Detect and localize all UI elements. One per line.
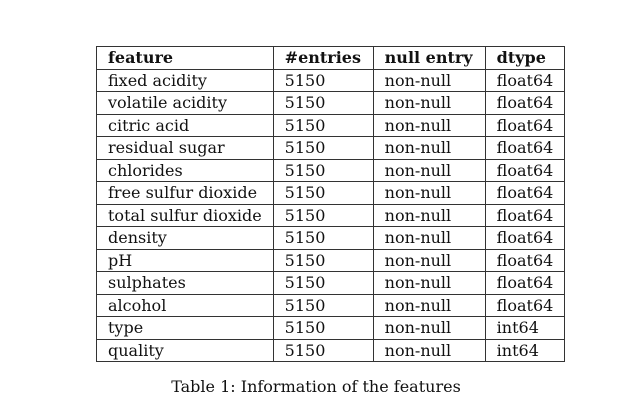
table-row xyxy=(97,227,565,250)
cell-dtype: int64 xyxy=(485,339,565,362)
header-feature: feature xyxy=(97,47,274,70)
cell-entries: 5150 xyxy=(273,159,373,182)
cell-null-entry: non-null xyxy=(373,114,485,137)
header-null-entry: null entry xyxy=(373,47,485,70)
table-row xyxy=(97,92,565,115)
cell-feature: volatile acidity xyxy=(97,92,274,115)
cell-entries: 5150 xyxy=(273,114,373,137)
table-caption: Table 1: Information of the features xyxy=(171,377,461,396)
cell-null-entry: non-null xyxy=(373,182,485,205)
cell-dtype: float64 xyxy=(485,249,565,272)
table-body xyxy=(97,69,565,362)
cell-feature: alcohol xyxy=(97,294,274,317)
cell-null-entry: non-null xyxy=(373,249,485,272)
table-row xyxy=(97,69,565,92)
table-row xyxy=(97,159,565,182)
cell-dtype: float64 xyxy=(485,92,565,115)
cell-null-entry: non-null xyxy=(373,317,485,340)
cell-feature: fixed acidity xyxy=(97,69,274,92)
header-entries: #entries xyxy=(273,47,373,70)
cell-dtype: float64 xyxy=(485,159,565,182)
features-table-container xyxy=(96,46,565,362)
cell-entries: 5150 xyxy=(273,317,373,340)
table-row xyxy=(97,204,565,227)
cell-entries: 5150 xyxy=(273,249,373,272)
cell-entries: 5150 xyxy=(273,339,373,362)
cell-feature: free sulfur dioxide xyxy=(97,182,274,205)
header-dtype: dtype xyxy=(485,47,565,70)
cell-null-entry: non-null xyxy=(373,159,485,182)
cell-null-entry: non-null xyxy=(373,294,485,317)
cell-entries: 5150 xyxy=(273,204,373,227)
cell-dtype: int64 xyxy=(485,317,565,340)
cell-entries: 5150 xyxy=(273,69,373,92)
cell-dtype: float64 xyxy=(485,137,565,160)
cell-entries: 5150 xyxy=(273,182,373,205)
cell-dtype: float64 xyxy=(485,204,565,227)
cell-dtype: float64 xyxy=(485,272,565,295)
cell-null-entry: non-null xyxy=(373,69,485,92)
cell-null-entry: non-null xyxy=(373,272,485,295)
cell-dtype: float64 xyxy=(485,182,565,205)
table-row xyxy=(97,137,565,160)
table-row xyxy=(97,249,565,272)
cell-entries: 5150 xyxy=(273,272,373,295)
table-row xyxy=(97,114,565,137)
cell-dtype: float64 xyxy=(485,227,565,250)
cell-null-entry: non-null xyxy=(373,137,485,160)
table-header-row xyxy=(97,47,565,70)
cell-entries: 5150 xyxy=(273,92,373,115)
cell-feature: total sulfur dioxide xyxy=(97,204,274,227)
cell-entries: 5150 xyxy=(273,227,373,250)
features-table xyxy=(96,46,565,362)
cell-dtype: float64 xyxy=(485,69,565,92)
cell-feature: density xyxy=(97,227,274,250)
cell-feature: pH xyxy=(97,249,274,272)
cell-feature: quality xyxy=(97,339,274,362)
cell-entries: 5150 xyxy=(273,294,373,317)
cell-feature: chlorides xyxy=(97,159,274,182)
cell-entries: 5150 xyxy=(273,137,373,160)
cell-feature: citric acid xyxy=(97,114,274,137)
cell-null-entry: non-null xyxy=(373,227,485,250)
table-row xyxy=(97,182,565,205)
table-row xyxy=(97,272,565,295)
cell-null-entry: non-null xyxy=(373,92,485,115)
table-row xyxy=(97,294,565,317)
cell-dtype: float64 xyxy=(485,114,565,137)
cell-null-entry: non-null xyxy=(373,339,485,362)
cell-feature: type xyxy=(97,317,274,340)
cell-dtype: float64 xyxy=(485,294,565,317)
cell-feature: sulphates xyxy=(97,272,274,295)
cell-null-entry: non-null xyxy=(373,204,485,227)
table-row xyxy=(97,339,565,362)
cell-feature: residual sugar xyxy=(97,137,274,160)
table-row xyxy=(97,317,565,340)
